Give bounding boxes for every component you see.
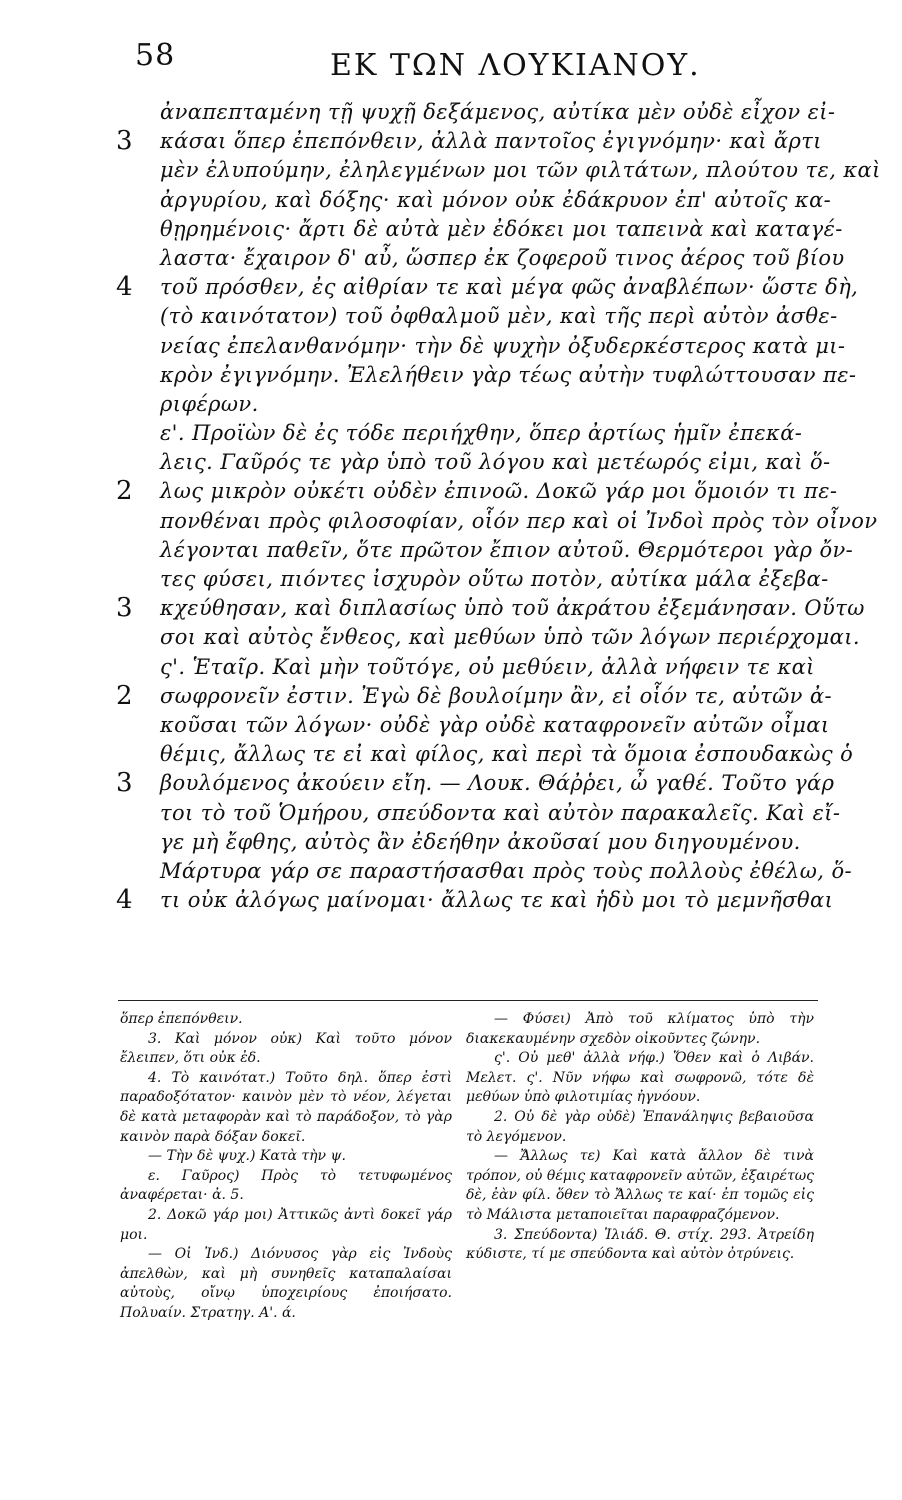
line-text: ἀργυρίου, καὶ δόξης· καὶ μόνον οὐκ ἐδάκρυον ἐπ' αὐτοῖς κα- <box>160 187 832 212</box>
line-text: θῃρημένοις· ἄρτι δὲ αὐτὰ μὲν ἐδόκει μοι ταπεινὰ καὶ καταγέ- <box>160 216 843 241</box>
line-text: (τὸ καινότατον) τοῦ ὀφθαλμοῦ μὲν, καὶ τῆς περὶ αὐτὸν ἀσθε- <box>160 304 838 329</box>
line-text: τοῦ πρόσθεν, ἐς αἰθρίαν τε καὶ μέγα φῶς ἀναβλέπων· ὥστε δὴ, <box>160 275 859 300</box>
line-number: 4 <box>116 885 133 916</box>
footnote: 3. Καὶ μόνον οὐκ) Καὶ τοῦτο μόνον ἔλειπεν, ὅτι οὐκ ἐδ. <box>120 1030 452 1067</box>
line-text: κάσαι ὅπερ ἐπεπόνθειν, ἀλλὰ παντοῖος ἐγιγνόμην· καὶ ἄρτι <box>160 129 822 154</box>
text-line <box>160 302 838 331</box>
footnote: — Οἱ Ἰνδ.) Διόνυσος γὰρ εἰς Ἰνδοὺς ἀπελθὼν, καὶ μὴ συνηθεῖς καταπαλαίσαι αὐτοὺς, οἴνῳ ὑποχειρίους ἐποιήσατο. Πολυαίν. Στρατηγ. Α'. ά. <box>120 1246 452 1321</box>
text-line <box>160 332 846 361</box>
line-text: μὲν ἐλυπούμην, ἐληλεγμένων μοι τῶν φιλτάτων, πλούτου τε, καὶ <box>160 158 881 183</box>
page-header <box>0 0 902 110</box>
line-number: 4 <box>116 272 133 303</box>
text-line <box>160 186 832 215</box>
text-line <box>160 536 854 565</box>
footnote: 3. Σπεύδοντα) Ἰλιάδ. Θ. στίχ. 293. Ἀτρείδη κύδιστε, τί με σπεύδοντα καὶ αὐτὸν ὀτρύνεις. <box>466 1226 814 1263</box>
footnotes-right-column <box>466 1010 814 1265</box>
line-text: θέμις, ἄλλως τε εἰ καὶ φίλος, καὶ περὶ τὰ ὅμοια ἐσπουδακὼς ὁ <box>160 742 854 767</box>
footnote: — Φύσει) Ἀπὸ τοῦ κλίματος ὑπὸ τὴν διακεκαυμένην σχεδὸν οἰκοῦντες ζώνην. <box>466 1011 814 1047</box>
line-text: σοι καὶ αὐτὸς ἔνθεος, καὶ μεθύων ὑπὸ τῶν λόγων περιέρχομαι. <box>160 625 860 650</box>
line-text: γε μὴ ἔφθης, αὐτὸς ἂν ἐδεήθην ἀκοῦσαί μου διηγουμένου. <box>160 829 801 854</box>
line-text: ε'. Προϊὼν δὲ ἐς τόδε περιήχθην, ὅπερ ἀρτίως ἡμῖν ἐπεκά- <box>160 421 803 446</box>
text-line <box>160 799 841 828</box>
footnote: 4. Τὸ καινότατ.) Τοῦτο δηλ. ὅπερ ἐστὶ παραδοξότατον· καινὸν μὲν τὸ νέον, λέγεται δὲ κατὰ μεταφορὰν καὶ τὸ παράδοξον, τὸ γὰρ καινὸν παρὰ δόξαν δοκεῖ. <box>120 1069 452 1145</box>
text-line <box>116 476 838 507</box>
text-line <box>160 244 845 273</box>
text-line <box>160 156 881 185</box>
line-text: τι οὐκ ἀλόγως μαίνομαι· ἄλλως τε καὶ ἡδὺ μοι τὸ μεμνῆσθαι <box>160 888 834 913</box>
footnote: ε. Γαῦρος) Πρὸς τὸ τετυφωμένος ἀναφέρεται· ἀ. 5. <box>120 1167 452 1204</box>
line-number: 3 <box>116 126 133 157</box>
text-line <box>160 828 828 857</box>
text-line <box>160 215 843 244</box>
text-line <box>160 507 878 536</box>
line-text: πονθέναι πρὸς φιλοσοφίαν, οἷόν περ καὶ οἱ Ἰνδοὶ πρὸς τὸν οἶνον <box>160 508 878 533</box>
text-line <box>116 593 865 624</box>
line-text: νείας ἐπελανθανόμην· τὴν δὲ ψυχὴν ὀξυδερκέστερος κατὰ μι- <box>160 333 846 358</box>
text-line <box>116 126 828 157</box>
text-line <box>160 448 831 477</box>
footnotes-left-column <box>120 1010 452 1324</box>
footnote: — Τὴν δὲ ψυχ.) Κατὰ τὴν ψ. <box>148 1148 346 1165</box>
line-number: 3 <box>116 593 133 624</box>
text-line <box>116 272 859 303</box>
text-line <box>160 565 828 594</box>
line-text: κοῦσαι τῶν λόγων· οὐδὲ γὰρ οὐδὲ καταφρονεῖν αὐτῶν οἶμαι <box>160 712 830 737</box>
line-text: κρὸν ἐγιγνόμην. Ἐλελήθειν γὰρ τέως αὐτὴν τυφλώττουσαν πε- <box>160 362 857 387</box>
text-line <box>160 98 836 127</box>
footnote: ς'. Οὐ μεθ' ἀλλὰ νήφ.) Ὅθεν καὶ ὁ Λιβάν. Μελετ. ς'. Νῦν νήφω καὶ σωφρονῶ, τότε δὲ μεθύων ὑπὸ φιλοτιμίας ἠγνόουν. <box>466 1050 814 1106</box>
line-text: ριφέρων. <box>160 391 259 416</box>
text-line <box>116 680 832 711</box>
text-line <box>160 390 828 419</box>
line-text: ς'. Ἑταῖρ. Καὶ μὴν τοῦτόγε, οὐ μεθύειν, ἀλλὰ νήφειν τε καὶ <box>160 654 815 679</box>
line-text: ἀναπεπταμένη τῇ ψυχῇ δεξάμενος, αὐτίκα μὲν οὐδὲ εἶχον εἰ- <box>160 100 836 124</box>
footnote-divider <box>118 1000 818 1001</box>
text-line <box>160 711 828 740</box>
text-line <box>160 361 857 390</box>
line-text: βουλόμενος ἀκούειν εἴη. — Λουκ. Θάῤῥει, ὦ γαθέ. Τοῦτο γάρ <box>160 771 835 796</box>
text-line <box>160 419 828 448</box>
line-text: λαστα· ἔχαιρον δ' αὖ, ὥσπερ ἐκ ζοφεροῦ τινος ἀέρος τοῦ βίου <box>160 245 845 270</box>
footnote: — Ἄλλως τε) Καὶ κατὰ ἄλλον δὲ τινὰ τρόπον, οὐ θέμις καταφρονεῖν αὐτῶν, ἐξαιρέτως δὲ, ἐὰν φίλ. ὅθεν τὸ Ἄλλως τε καί· ἐπ τομῶς εἰς τὸ Μάλιστα μεταποιεῖται παραφραζόμενον. <box>466 1148 814 1223</box>
line-number: 2 <box>116 476 133 507</box>
line-text: Μάρτυρα γάρ σε παραστήσασθαι πρὸς τοὺς πολλοὺς ἐθέλω, ὅ- <box>160 858 852 883</box>
text-line <box>160 653 828 682</box>
text-line <box>160 623 860 652</box>
main-text-block <box>116 98 881 916</box>
footnote: 2. Δοκῶ γάρ μοι) Ἀττικῶς ἀντὶ δοκεῖ γάρ μοι. <box>120 1206 452 1243</box>
running-title: ΕΚ ΤΩΝ ΛΟΥΚΙΑΝΟΥ. <box>330 48 701 83</box>
line-text: λως μικρὸν οὐκέτι οὐδὲν ἐπινοῶ. Δοκῶ γάρ μοι ὅμοιόν τι πε- <box>160 479 838 504</box>
line-text: σωφρονεῖν ἐστιν. Ἐγὼ δὲ βουλοίμην ἂν, εἰ οἷόν τε, αὐτῶν ἀ- <box>160 683 832 708</box>
footnote: 2. Οὐ δὲ γὰρ οὐδὲ) Ἐπανάληψις βεβαιοῦσα τὸ λεγόμενον. <box>466 1108 814 1145</box>
text-line <box>116 885 834 916</box>
text-line <box>116 768 835 799</box>
line-text: κχεύθησαν, καὶ διπλασίως ὑπὸ τοῦ ἀκράτου ἐξεμάνησαν. Οὕτω <box>160 596 865 621</box>
text-line <box>160 740 854 769</box>
line-text: τοι τὸ τοῦ Ὁμήρου, σπεύδοντα καὶ αὐτὸν παρακαλεῖς. Καὶ εἴ- <box>160 800 841 825</box>
line-text: τες φύσει, πιόντες ἰσχυρὸν οὕτω ποτὸν, αὐτίκα μάλα ἐξεβα- <box>160 567 829 591</box>
line-number: 2 <box>116 680 133 711</box>
footnote: ὅπερ ἐπεπόνθειν. <box>120 1011 243 1027</box>
line-text: λεις. Γαῦρός τε γὰρ ὑπὸ τοῦ λόγου καὶ μετέωρός εἰμι, καὶ ὅ- <box>160 450 831 475</box>
line-text: λέγονται παθεῖν, ὅτε πρῶτον ἔπιον αὐτοῦ. Θερμότεροι γὰρ ὄν- <box>160 537 854 562</box>
page-number: 58 <box>135 38 176 73</box>
line-number: 3 <box>116 768 133 799</box>
text-line <box>160 857 852 886</box>
